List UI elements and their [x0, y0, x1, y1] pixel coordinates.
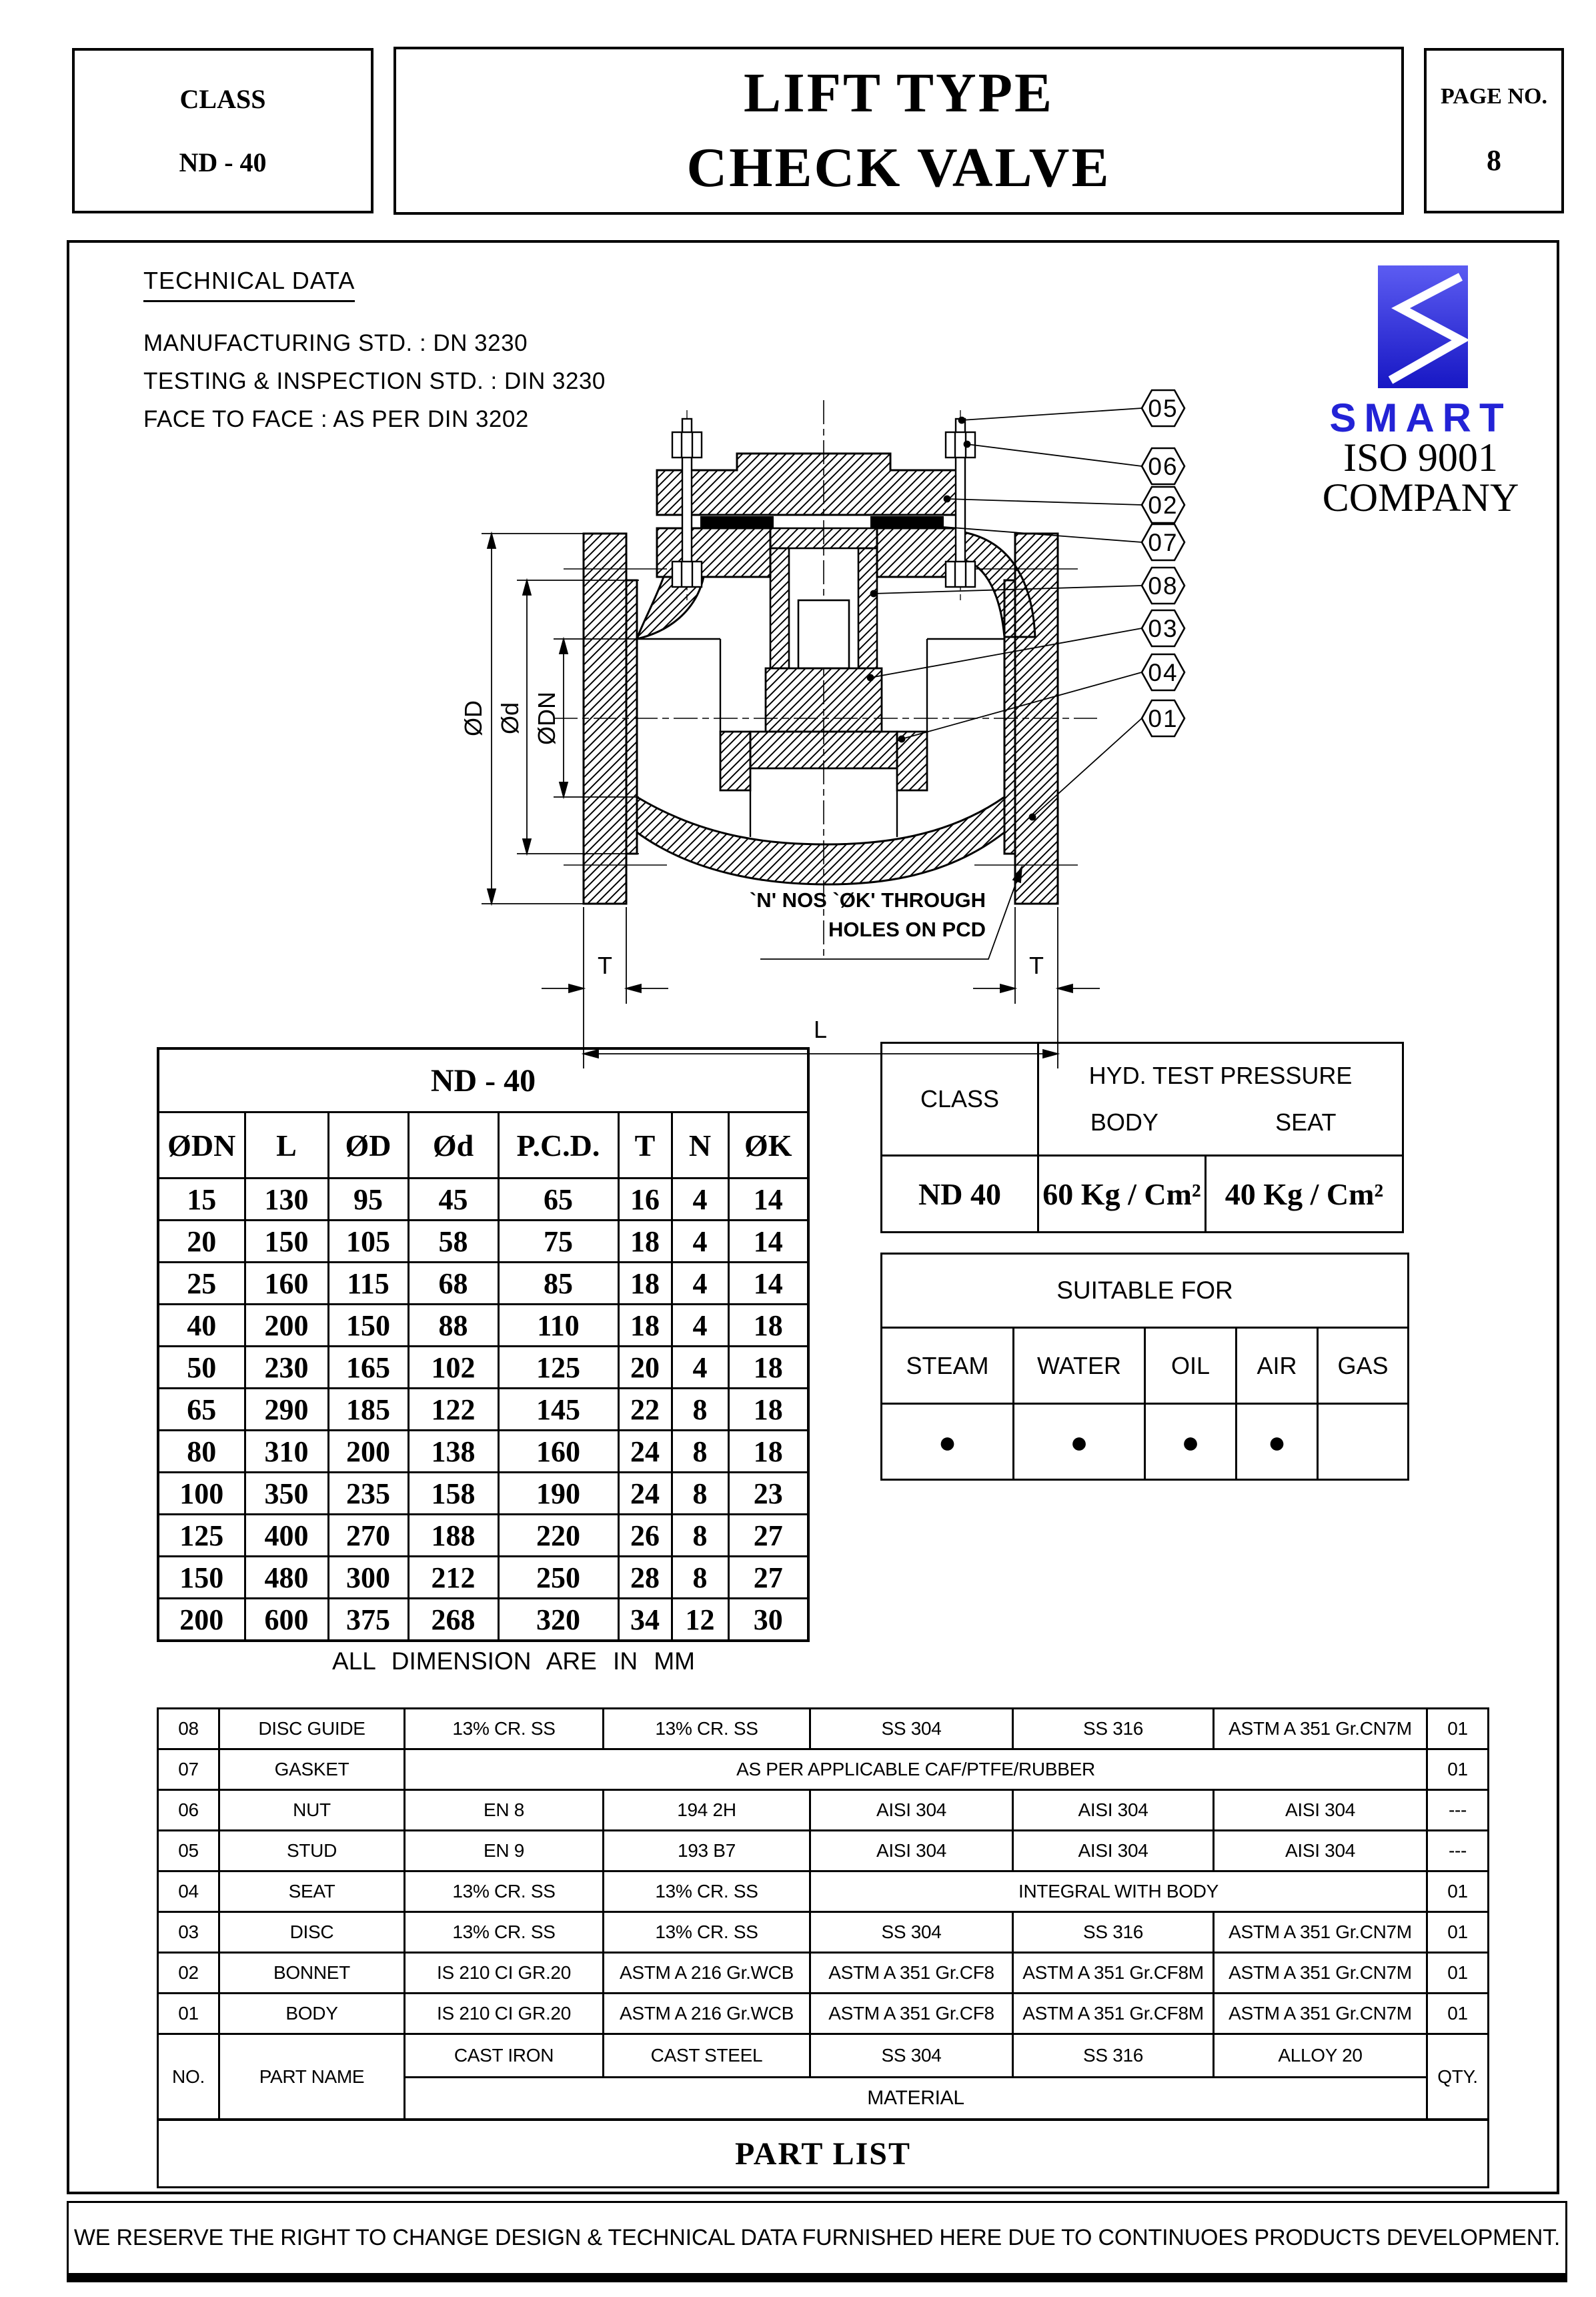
pressure-table-header [882, 1043, 1403, 1156]
dimension-column-header: T [618, 1112, 672, 1179]
media-label: AIR [1237, 1328, 1318, 1404]
cell-odn: 125 [158, 1515, 245, 1557]
cell-n: 8 [672, 1557, 728, 1599]
page-number-value: 8 [1487, 143, 1501, 177]
cell-pcd: 250 [498, 1557, 618, 1599]
cell-od2: 122 [408, 1389, 498, 1431]
part-qty: --- [1427, 1831, 1489, 1871]
left-flange [584, 534, 637, 904]
dimension-column-header: P.C.D. [498, 1112, 618, 1179]
cell-t: 20 [618, 1347, 672, 1389]
cell-odn: 200 [158, 1599, 245, 1641]
cell-pcd: 160 [498, 1431, 618, 1473]
cell-odn: 20 [158, 1221, 245, 1263]
cell-od: 165 [328, 1347, 408, 1389]
part-material: 13% CR. SS [405, 1871, 604, 1912]
cell-od2: 188 [408, 1515, 498, 1557]
pressure-body-value: 60 Kg / Cm² [1038, 1156, 1206, 1233]
callout-05: 05 [1148, 395, 1178, 422]
part-qty: 01 [1427, 1953, 1489, 1994]
cell-pcd: 320 [498, 1599, 618, 1641]
cell-n: 4 [672, 1263, 728, 1305]
part-row-05 [158, 1831, 1489, 1871]
dimension-column-header: L [245, 1112, 328, 1179]
cell-odn: 100 [158, 1473, 245, 1515]
cell-od2: 88 [408, 1305, 498, 1347]
part-row-06 [158, 1790, 1489, 1831]
pressure-body-label: BODY [1090, 1108, 1158, 1136]
manufacturing-std: MANUFACTURING STD. : DN 3230 [143, 330, 528, 356]
cell-pcd: 85 [498, 1263, 618, 1305]
part-qty: 01 [1427, 1749, 1489, 1790]
media-mark-dot: ● [882, 1404, 1014, 1480]
media-label: WATER [1014, 1328, 1145, 1404]
part-material: ASTM A 351 Gr.CN7M [1214, 1953, 1427, 1994]
cell-od: 185 [328, 1389, 408, 1431]
part-material: ASTM A 216 Gr.WCB [604, 1953, 810, 1994]
smart-logo-icon [1378, 265, 1468, 388]
cell-ok: 18 [728, 1305, 808, 1347]
cell-od2: 102 [408, 1347, 498, 1389]
part-list-title-row [158, 2120, 1489, 2188]
disc [750, 668, 897, 768]
part-row-03 [158, 1912, 1489, 1953]
part-list-title: PART LIST [158, 2120, 1489, 2188]
callout-06: 06 [1148, 453, 1178, 480]
dimension-table [157, 1047, 810, 1642]
part-material: AISI 304 [1214, 1790, 1427, 1831]
part-list-table [157, 1707, 1489, 2188]
dim-label-odn: ØDN [533, 692, 560, 745]
cell-od2: 45 [408, 1179, 498, 1221]
holes-note-line2: HOLES ON PCD [828, 918, 986, 941]
part-list-material-header [158, 2034, 1489, 2078]
part-material: ASTM A 216 Gr.WCB [604, 1994, 810, 2034]
table-row [158, 1389, 808, 1431]
part-name: BODY [219, 1994, 405, 2034]
cell-l: 310 [245, 1431, 328, 1473]
part-no: 08 [158, 1709, 219, 1749]
part-row-02 [158, 1953, 1489, 1994]
table-row [158, 1557, 808, 1599]
table-row [158, 1599, 808, 1641]
part-material: ASTM A 351 Gr.CN7M [1214, 1994, 1427, 2034]
cell-odn: 50 [158, 1347, 245, 1389]
pressure-seat-label: SEAT [1275, 1108, 1337, 1136]
part-material: 13% CR. SS [405, 1912, 604, 1953]
cell-n: 8 [672, 1389, 728, 1431]
part-material: EN 9 [405, 1831, 604, 1871]
cell-od: 270 [328, 1515, 408, 1557]
table-row [158, 1179, 808, 1221]
part-material: ASTM A 351 Gr.CF8M [1013, 1953, 1214, 1994]
callout-02: 02 [1148, 492, 1178, 519]
part-no: 05 [158, 1831, 219, 1871]
pressure-table [880, 1042, 1404, 1233]
part-material: SS 304 [810, 1709, 1013, 1749]
part-qty: 01 [1427, 1709, 1489, 1749]
part-name: SEAT [219, 1871, 405, 1912]
media-label: STEAM [882, 1328, 1014, 1404]
cell-pcd: 125 [498, 1347, 618, 1389]
part-material: AISI 304 [810, 1831, 1013, 1871]
cell-ok: 14 [728, 1263, 808, 1305]
cell-od2: 58 [408, 1221, 498, 1263]
callout-08: 08 [1148, 572, 1178, 600]
part-row-07 [158, 1749, 1489, 1790]
media-mark-dot: ● [1014, 1404, 1145, 1480]
cell-ok: 14 [728, 1179, 808, 1221]
cell-od: 95 [328, 1179, 408, 1221]
face-to-face: FACE TO FACE : AS PER DIN 3202 [143, 406, 529, 432]
dim-label-od: ØD [460, 700, 487, 736]
footer-disclaimer [67, 2201, 1567, 2282]
material-column-label: CAST IRON [405, 2034, 604, 2078]
cell-odn: 65 [158, 1389, 245, 1431]
cell-odn: 40 [158, 1305, 245, 1347]
part-material: 194 2H [604, 1790, 810, 1831]
part-name-column-label: PART NAME [219, 2034, 405, 2120]
dim-label-l: L [813, 1016, 828, 1043]
part-no: 07 [158, 1749, 219, 1790]
cell-odn: 150 [158, 1557, 245, 1599]
cell-ok: 27 [728, 1557, 808, 1599]
pressure-class-value: ND 40 [882, 1156, 1038, 1233]
cell-pcd: 145 [498, 1389, 618, 1431]
cell-n: 4 [672, 1347, 728, 1389]
cell-l: 600 [245, 1599, 328, 1641]
cell-od: 115 [328, 1263, 408, 1305]
page-number-box [1424, 48, 1564, 213]
class-box [72, 48, 373, 213]
material-column-label: SS 304 [810, 2034, 1013, 2078]
part-material: ASTM A 351 Gr.CN7M [1214, 1912, 1427, 1953]
part-name: NUT [219, 1790, 405, 1831]
cell-l: 230 [245, 1347, 328, 1389]
table-row [158, 1515, 808, 1557]
dimension-column-header: ØD [328, 1112, 408, 1179]
suitable-for-media [882, 1328, 1409, 1404]
media-label: GAS [1318, 1328, 1409, 1404]
part-material: 13% CR. SS [604, 1709, 810, 1749]
page-title-line1: LIFT TYPE [743, 62, 1054, 124]
material-label: MATERIAL [405, 2078, 1427, 2120]
cell-t: 16 [618, 1179, 672, 1221]
suitable-for-marks [882, 1404, 1409, 1480]
cell-ok: 18 [728, 1347, 808, 1389]
cell-l: 480 [245, 1557, 328, 1599]
qty-column-label: QTY. [1427, 2034, 1489, 2120]
cell-l: 400 [245, 1515, 328, 1557]
suitable-for-table [880, 1253, 1409, 1481]
cell-n: 8 [672, 1515, 728, 1557]
table-row [158, 1263, 808, 1305]
cell-t: 26 [618, 1515, 672, 1557]
part-material: AISI 304 [810, 1790, 1013, 1831]
pressure-table-values [882, 1156, 1403, 1233]
part-material: EN 8 [405, 1790, 604, 1831]
part-material: AISI 304 [1214, 1831, 1427, 1871]
pressure-seat-value: 40 Kg / Cm² [1206, 1156, 1403, 1233]
dim-label-od-raised: Ød [496, 702, 524, 735]
cell-od: 235 [328, 1473, 408, 1515]
cell-l: 130 [245, 1179, 328, 1221]
cell-pcd: 190 [498, 1473, 618, 1515]
cell-t: 18 [618, 1221, 672, 1263]
part-material: AISI 304 [1013, 1831, 1214, 1871]
footer-text: WE RESERVE THE RIGHT TO CHANGE DESIGN & TECHNICAL DATA FURNISHED HERE DUE TO CONTINUOES PRODUCTS DEVELOPMENT. [73, 2225, 1561, 2250]
valve-drawing [373, 384, 1261, 1090]
part-material: 13% CR. SS [604, 1912, 810, 1953]
cell-n: 4 [672, 1305, 728, 1347]
cell-t: 22 [618, 1389, 672, 1431]
media-mark-dot [1318, 1404, 1409, 1480]
title-box [393, 47, 1404, 215]
part-row-08 [158, 1709, 1489, 1749]
cell-n: 8 [672, 1431, 728, 1473]
dimension-table-title: ND - 40 [158, 1048, 808, 1112]
part-material: 193 B7 [604, 1831, 810, 1871]
cell-l: 290 [245, 1389, 328, 1431]
part-no: 06 [158, 1790, 219, 1831]
cell-t: 18 [618, 1263, 672, 1305]
part-material-span: AS PER APPLICABLE CAF/PTFE/RUBBER [405, 1749, 1427, 1790]
cell-od: 150 [328, 1305, 408, 1347]
part-name: BONNET [219, 1953, 405, 1994]
cell-n: 8 [672, 1473, 728, 1515]
part-material-span: INTEGRAL WITH BODY [810, 1871, 1427, 1912]
part-material: ASTM A 351 Gr.CF8 [810, 1953, 1013, 1994]
dimension-footnote: ALL DIMENSION ARE IN MM [332, 1647, 695, 1675]
part-material: 13% CR. SS [405, 1709, 604, 1749]
cell-t: 24 [618, 1473, 672, 1515]
part-material: 13% CR. SS [604, 1871, 810, 1912]
cell-odn: 15 [158, 1179, 245, 1221]
cell-pcd: 65 [498, 1179, 618, 1221]
cell-od2: 158 [408, 1473, 498, 1515]
cell-od: 105 [328, 1221, 408, 1263]
pressure-header-label: HYD. TEST PRESSURE [1088, 1062, 1353, 1090]
media-mark-dot: ● [1145, 1404, 1237, 1480]
cell-od: 375 [328, 1599, 408, 1641]
part-no: 04 [158, 1871, 219, 1912]
testing-std: TESTING & INSPECTION STD. : DIN 3230 [143, 368, 606, 394]
cell-ok: 14 [728, 1221, 808, 1263]
company-cert-line: COMPANY [1322, 476, 1519, 520]
dimension-column-header: N [672, 1112, 728, 1179]
cell-od: 300 [328, 1557, 408, 1599]
dimension-column-header: ØK [728, 1112, 808, 1179]
page-number-label: PAGE NO. [1441, 84, 1547, 109]
cell-l: 200 [245, 1305, 328, 1347]
part-no: 02 [158, 1953, 219, 1994]
dimension-column-header: Ød [408, 1112, 498, 1179]
part-no: 03 [158, 1912, 219, 1953]
table-row [158, 1347, 808, 1389]
dimension-column-header: ØDN [158, 1112, 245, 1179]
cell-l: 160 [245, 1263, 328, 1305]
cell-od2: 138 [408, 1431, 498, 1473]
cell-t: 34 [618, 1599, 672, 1641]
callout-03: 03 [1148, 615, 1178, 642]
cell-ok: 30 [728, 1599, 808, 1641]
dimension-table-header [158, 1112, 808, 1179]
cell-od: 200 [328, 1431, 408, 1473]
cell-ok: 27 [728, 1515, 808, 1557]
cell-ok: 23 [728, 1473, 808, 1515]
part-name: STUD [219, 1831, 405, 1871]
callout-hexagons [1142, 390, 1184, 736]
part-material: SS 304 [810, 1912, 1013, 1953]
cell-t: 28 [618, 1557, 672, 1599]
table-row [158, 1473, 808, 1515]
dim-label-t-right: T [1029, 952, 1044, 979]
table-row [158, 1221, 808, 1263]
cell-od2: 212 [408, 1557, 498, 1599]
part-material: IS 210 CI GR.20 [405, 1953, 604, 1994]
page-title-line2: CHECK VALVE [686, 137, 1111, 199]
callout-01: 01 [1148, 705, 1178, 732]
cell-t: 18 [618, 1305, 672, 1347]
disc-stem [798, 600, 849, 668]
dim-label-t-left: T [598, 952, 612, 979]
media-label: OIL [1145, 1328, 1237, 1404]
cell-pcd: 110 [498, 1305, 618, 1347]
media-mark-dot: ● [1237, 1404, 1318, 1480]
pressure-class-label: CLASS [882, 1043, 1038, 1156]
cell-n: 4 [672, 1179, 728, 1221]
cell-od2: 268 [408, 1599, 498, 1641]
iso-cert-line: ISO 9001 [1343, 436, 1498, 480]
cell-n: 4 [672, 1221, 728, 1263]
part-no: 01 [158, 1994, 219, 2034]
material-column-label: ALLOY 20 [1214, 2034, 1427, 2078]
part-name: GASKET [219, 1749, 405, 1790]
class-value: ND - 40 [179, 147, 267, 178]
material-column-label: CAST STEEL [604, 2034, 810, 2078]
cell-l: 350 [245, 1473, 328, 1515]
holes-note-line1: `N' NOS `ØK' THROUGH [749, 888, 986, 912]
cell-ok: 18 [728, 1431, 808, 1473]
cell-ok: 18 [728, 1389, 808, 1431]
cell-pcd: 75 [498, 1221, 618, 1263]
cell-odn: 80 [158, 1431, 245, 1473]
table-row [158, 1305, 808, 1347]
cell-pcd: 220 [498, 1515, 618, 1557]
callout-07: 07 [1148, 529, 1178, 556]
cell-n: 12 [672, 1599, 728, 1641]
material-column-label: SS 316 [1013, 2034, 1214, 2078]
part-material: ASTM A 351 Gr.CN7M [1214, 1709, 1427, 1749]
part-material: ASTM A 351 Gr.CF8 [810, 1994, 1013, 2034]
part-qty: 01 [1427, 1994, 1489, 2034]
bonnet [657, 454, 964, 515]
part-material: SS 316 [1013, 1709, 1214, 1749]
smart-logo-word: SMART [1329, 396, 1512, 440]
part-qty: 01 [1427, 1871, 1489, 1912]
cell-t: 24 [618, 1431, 672, 1473]
class-label: CLASS [179, 83, 266, 114]
part-material: SS 316 [1013, 1912, 1214, 1953]
suitable-for-title: SUITABLE FOR [882, 1254, 1409, 1328]
cell-od2: 68 [408, 1263, 498, 1305]
no-column-label: NO. [158, 2034, 219, 2120]
part-row-04 [158, 1871, 1489, 1912]
cell-l: 150 [245, 1221, 328, 1263]
part-row-01 [158, 1994, 1489, 2034]
part-name: DISC [219, 1912, 405, 1953]
part-material: AISI 304 [1013, 1790, 1214, 1831]
part-qty: 01 [1427, 1912, 1489, 1953]
part-material: ASTM A 351 Gr.CF8M [1013, 1994, 1214, 2034]
callout-04: 04 [1148, 659, 1178, 686]
cell-odn: 25 [158, 1263, 245, 1305]
table-row [158, 1431, 808, 1473]
part-material: IS 210 CI GR.20 [405, 1994, 604, 2034]
part-name: DISC GUIDE [219, 1709, 405, 1749]
part-qty: --- [1427, 1790, 1489, 1831]
technical-data-heading: TECHNICAL DATA [143, 267, 355, 302]
